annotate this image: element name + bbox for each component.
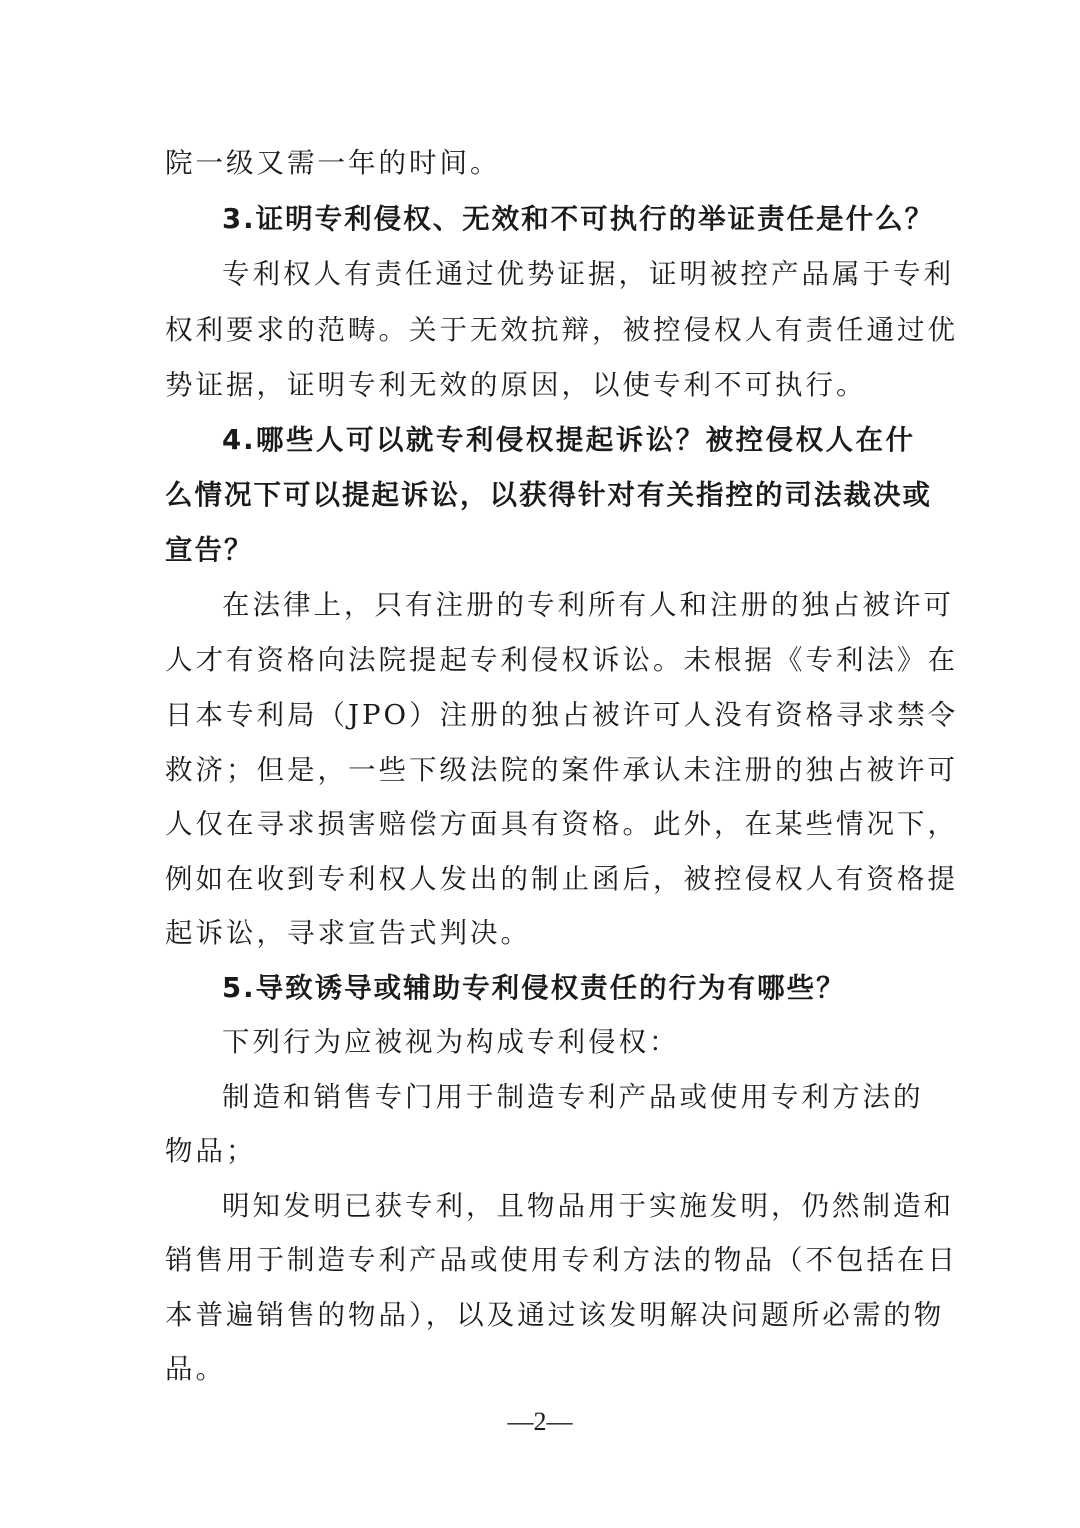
paragraph-line: 起诉讼，寻求宣告式判决。 [165, 917, 531, 949]
paragraph-line: 明知发明已获专利，且物品用于实施发明，仍然制造和 [222, 1190, 954, 1222]
section-heading-3: 3.证明专利侵权、无效和不可执行的举证责任是什么？ [222, 203, 935, 235]
paragraph-line: 救济；但是，一些下级法院的案件承认未注册的独占被许可 [165, 754, 958, 786]
section-heading-4: 4.哪些人可以就专利侵权提起诉讼？被控侵权人在什 [222, 424, 915, 456]
paragraph-line: 销售用于制造专利产品或使用专利方法的物品（不包括在日 [165, 1244, 958, 1276]
paragraph-line: 下列行为应被视为构成专利侵权： [222, 1026, 680, 1058]
paragraph-line: 例如在收到专利权人发出的制止函后，被控侵权人有资格提 [165, 863, 958, 895]
page-number: —2— [507, 1407, 573, 1436]
paragraph-line: 在法律上，只有注册的专利所有人和注册的独占被许可 [222, 589, 954, 621]
paragraph-line: 人仅在寻求损害赔偿方面具有资格。此外，在某些情况下， [165, 808, 958, 840]
paragraph-line: 日本专利局（JPO）注册的独占被许可人没有资格寻求禁令 [165, 699, 959, 731]
paragraph-line: 院一级又需一年的时间。 [165, 147, 501, 179]
section-heading-4-cont: 么情况下可以提起诉讼，以获得针对有关指控的司法裁决或 [165, 479, 932, 511]
paragraph-line: 势证据，证明专利无效的原因，以使专利不可执行。 [165, 369, 867, 401]
paragraph-line: 人才有资格向法院提起专利侵权诉讼。未根据《专利法》在 [165, 644, 958, 676]
section-heading-5: 5.导致诱导或辅助专利侵权责任的行为有哪些？ [222, 972, 846, 1004]
paragraph-line: 权利要求的范畴。关于无效抗辩，被控侵权人有责任通过优 [165, 314, 958, 346]
section-heading-4-cont: 宣告？ [165, 534, 254, 566]
paragraph-line: 专利权人有责任通过优势证据，证明被控产品属于专利 [222, 258, 954, 290]
paragraph-line: 物品； [165, 1135, 257, 1167]
paragraph-line: 品。 [165, 1353, 226, 1385]
paragraph-line: 制造和销售专门用于制造专利产品或使用专利方法的 [222, 1081, 924, 1113]
paragraph-line: 本普遍销售的物品），以及通过该发明解决问题所必需的物 [165, 1299, 945, 1331]
